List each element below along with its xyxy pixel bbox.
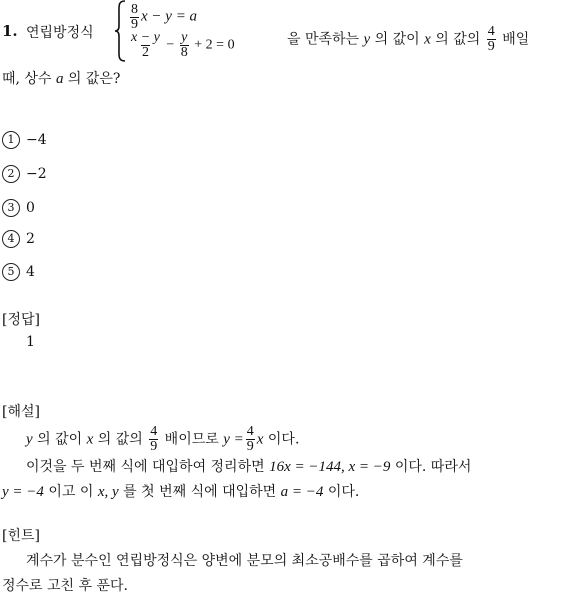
hint-line-1: 계수가 분수인 연립방정식은 양변에 분모의 최소공배수를 곱하여 계수를 [26, 553, 463, 569]
equation-2 [128, 31, 235, 60]
equation-1 [128, 3, 197, 32]
eq1-fraction: $\frac{8}{9}$ [131, 2, 138, 32]
choice-value: −4 [26, 132, 47, 148]
problem-lead: 연립방정식 [26, 25, 94, 41]
choice-value: 4 [26, 264, 35, 280]
choice-4[interactable] [2, 230, 35, 248]
eq2-fraction-1: $\frac{x - y}{2}$ [131, 30, 160, 60]
ratio-fraction: $\frac{4}{9}$ [487, 24, 495, 54]
choice-1[interactable] [2, 131, 47, 149]
choice-value: 0 [26, 200, 35, 216]
answer-label: [정답] [2, 312, 40, 328]
eq1-tail: x − y = a [141, 8, 198, 25]
eq2-tail: + 2 = 0 [194, 37, 235, 53]
problem-condition: 을 만족하는 y 의 값이 x 의 값의 $\frac{4}{9}$ 배일 [287, 24, 530, 54]
problem-line-2: 때, 상수 a 의 값은? [2, 71, 121, 87]
explanation-line-1: y 의 값이 x 의 값의 $\frac{4}{9}$ 배이므로 y = $\frac{4}{9}$ x 이다. [26, 424, 300, 454]
eq2-minus: − [166, 37, 175, 53]
explanation-line-2: 이것을 두 번째 식에 대입하여 정리하면 16x = −144, x = −9 이다. 따라서 [26, 459, 472, 475]
choice-marker: 4 [2, 230, 20, 248]
system-brace [113, 0, 127, 62]
hint-line-2: 정수로 고친 후 푼다. [2, 578, 128, 594]
choice-marker: 3 [2, 199, 20, 217]
choice-value: −2 [26, 166, 47, 182]
choice-2[interactable] [2, 165, 47, 183]
problem-number: 1. [2, 22, 18, 40]
choice-value: 2 [26, 231, 35, 247]
eq2-fraction-2: $\frac{y}{8}$ [180, 30, 188, 60]
choice-3[interactable] [2, 199, 35, 217]
choice-5[interactable] [2, 263, 35, 281]
choice-marker: 1 [2, 131, 20, 149]
explanation-line-3: y = −4 이고 이 x, y 를 첫 번째 식에 대입하면 a = −4 이다. [2, 484, 360, 500]
explanation-label: [해설] [2, 404, 40, 420]
choice-marker: 2 [2, 165, 20, 183]
choice-marker: 5 [2, 263, 20, 281]
hint-label: [힌트] [2, 528, 40, 544]
answer-value: 1 [26, 334, 35, 350]
